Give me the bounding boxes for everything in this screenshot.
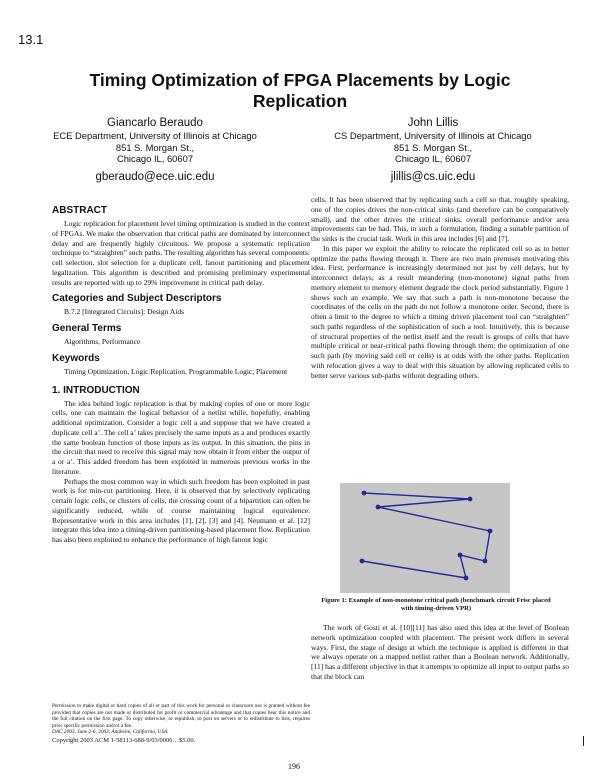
- author-name: Giancarlo Beraudo: [107, 117, 203, 129]
- categories-heading: Categories and Subject Descriptors: [52, 293, 222, 305]
- right-column-continued: [311, 623, 569, 682]
- author-name: John Lillis: [407, 117, 459, 129]
- path-node: [488, 529, 493, 534]
- introduction-heading: 1. INTRODUCTION: [52, 384, 140, 396]
- keywords-text: Timing Optimization, Logic Replication, Programmable Logic, Placement: [64, 366, 288, 376]
- terms-heading: General Terms: [52, 323, 122, 334]
- right-column: [311, 195, 569, 380]
- figure-caption: Figure 1: Example of non-monotone critical path (benchmark circuit Frisc placed with timing-driven VPR): [321, 597, 551, 612]
- author-block-1: [20, 116, 290, 185]
- abstract-text: Logic replication for placement level timing optimization is studied in the context of FPGAs. We make the observation that critical paths are dominated by interconnect delay and are frequently highly circuitous. We propose a systematic replication technique to “straighten” such paths. The resulting algorithm has several components: cell selection, slot selection for a duplicate cell, fanout partitioning and placement legalization. This algorithm is described and promising preliminary experimental results are reported with up to 29% improvement in critical path delay.: [52, 219, 310, 287]
- abstract-heading: ABSTRACT: [52, 205, 107, 216]
- author-email: gberaudo@ece.uic.edu: [95, 170, 215, 183]
- path-node: [362, 491, 367, 496]
- author-dept: ECE Department, University of Illinois at Chicago: [53, 130, 257, 141]
- author-street: 851 S. Morgan St.,: [115, 141, 195, 153]
- keywords-heading: Keywords: [52, 352, 100, 364]
- paper-title: Timing Optimization of FPGA Placements by Logic Replication: [89, 70, 511, 111]
- right-paragraph-1: cells. It has been observed that by replicating such a cell so that, roughly speaking, one of the copies drives the non-critical sinks (and therefore can be comparatively small), and the other drives the critical sinks, overall performance and/or area improvements can be had. This, in such a formulation, finding a suitable partition of the sinks is the crucial task. Work in this area includes [6] and [7].: [311, 195, 569, 243]
- session-number: 13.1: [18, 32, 44, 47]
- intro-paragraph-1: The idea behind logic replication is that by making copies of one or more logic cells, one can maintain the logical behavior of a netlist while, hopefully, enabling additional optimization. Consider a logic cell a and suppose that we have created a duplicate cell a’. The cell a’ takes precisely the same inputs as a and produces exactly the same boolean function of those inputs as its output. In this situation, the pins in the circuit that need to receive this signal may now obtain it from either the output of a or a’. This added freedom has been exploited in numerous previous works in the literature.: [52, 398, 310, 476]
- permission-text: Permission to make digital or hard copies of all or part of this work for personal or classroom use is granted without fee provided that copies are not made or distributed for profit or commercial advantage and that copies bear this notice and the full citation on the first page. To copy otherwise, or republish, to post on servers or to redistribute to lists, requires prior specific permission and/or a fee.: [52, 703, 310, 729]
- copyright-notice: [52, 703, 310, 745]
- path-node: [483, 559, 488, 564]
- author-city: Chicago IL, 60607: [116, 153, 194, 164]
- path-node: [458, 553, 463, 558]
- figure-background: [340, 483, 510, 593]
- path-node: [376, 505, 381, 510]
- left-column: [52, 202, 310, 545]
- acm-copyright-line: Copyright 2003 ACM 1-58113-688-9/03/0006…$5.00.: [52, 736, 196, 744]
- figure-1-placement-plot: [340, 483, 510, 593]
- categories-text: B.7.2 [Integrated Circuits]: Design Aids: [64, 307, 184, 317]
- path-node: [360, 559, 365, 564]
- text-cursor: [583, 736, 584, 746]
- path-node: [464, 576, 469, 581]
- author-city: Chicago IL, 60607: [394, 153, 472, 164]
- author-block-2: [298, 116, 568, 185]
- author-street: 851 S. Morgan St.,: [393, 141, 473, 153]
- terms-text: Algorithms, Performance: [64, 337, 141, 346]
- author-email: jlillis@cs.uic.edu: [390, 170, 476, 183]
- right-paragraph-2: In this paper we exploit the ability to relocate the replicated cell so as to better optimize the paths flowing through it. There are two main premises motivating this idea. First, performance is increasingly determined not just by cell delays, but by interconnect delays; as a result meandering (non-monotone) signal paths from memory element to memory element degrade the clock period substantially. Figure 1 shows such an example. We say that such a path is non-monotone because the coordinates of the cells on the path do not follow a monotone order. Second, there is often a limit to the degree to which a timing driven placement tool can “straighten” such paths regardless of the sophistication of such a tool. Intuitively, this is because of structural properties of the netlist itself and the result is groups of cells that have multiple critical or near-critical paths flowing through them; the optimization of one such path (by moving said cell or cells) is at odds with the other paths. Replication with relocation gives a way to deal with this situation by allowing replicated cells to better serve various sub-paths without degrading others.: [311, 243, 569, 380]
- intro-paragraph-2: Perhaps the most common way in which such freedom has been exploited in past work is for min-cut partitioning. Here, it is observed that by selectively replicating certain logic cells, or clusters of cells, the crossing count of a bipartition can often be significantly reduced, while of course maintaining logical equivalence. Representative work in this area includes [1], [2], [3] and [4]. Neumann et al. [12] integrate this idea into a timing-driven partitioning-based placement flow. Replication has also been exploited to enhance the performance of high fanout logic: [52, 476, 310, 544]
- page-number: 196: [288, 762, 300, 771]
- conference-line: DAC 2003, June 2-6, 2003, Anaheim, California, USA.: [52, 729, 169, 735]
- author-dept: CS Department, University of Illinois at Chicago: [334, 130, 532, 141]
- critical-path-drawing: [340, 483, 510, 593]
- path-node: [468, 497, 473, 502]
- right-paragraph-3: The work of Gosti et al. [10][11] has also used this idea at the level of Boolean network optimization coupled with placement. The present work differs in several ways. First, the stage of design at which the technique is applied is different in that we always operate on a mapped netlist rather than a Boolean network. Additionally, [11] has a different objective in that it attempts to optimize all input to output paths so that the block can: [311, 623, 569, 681]
